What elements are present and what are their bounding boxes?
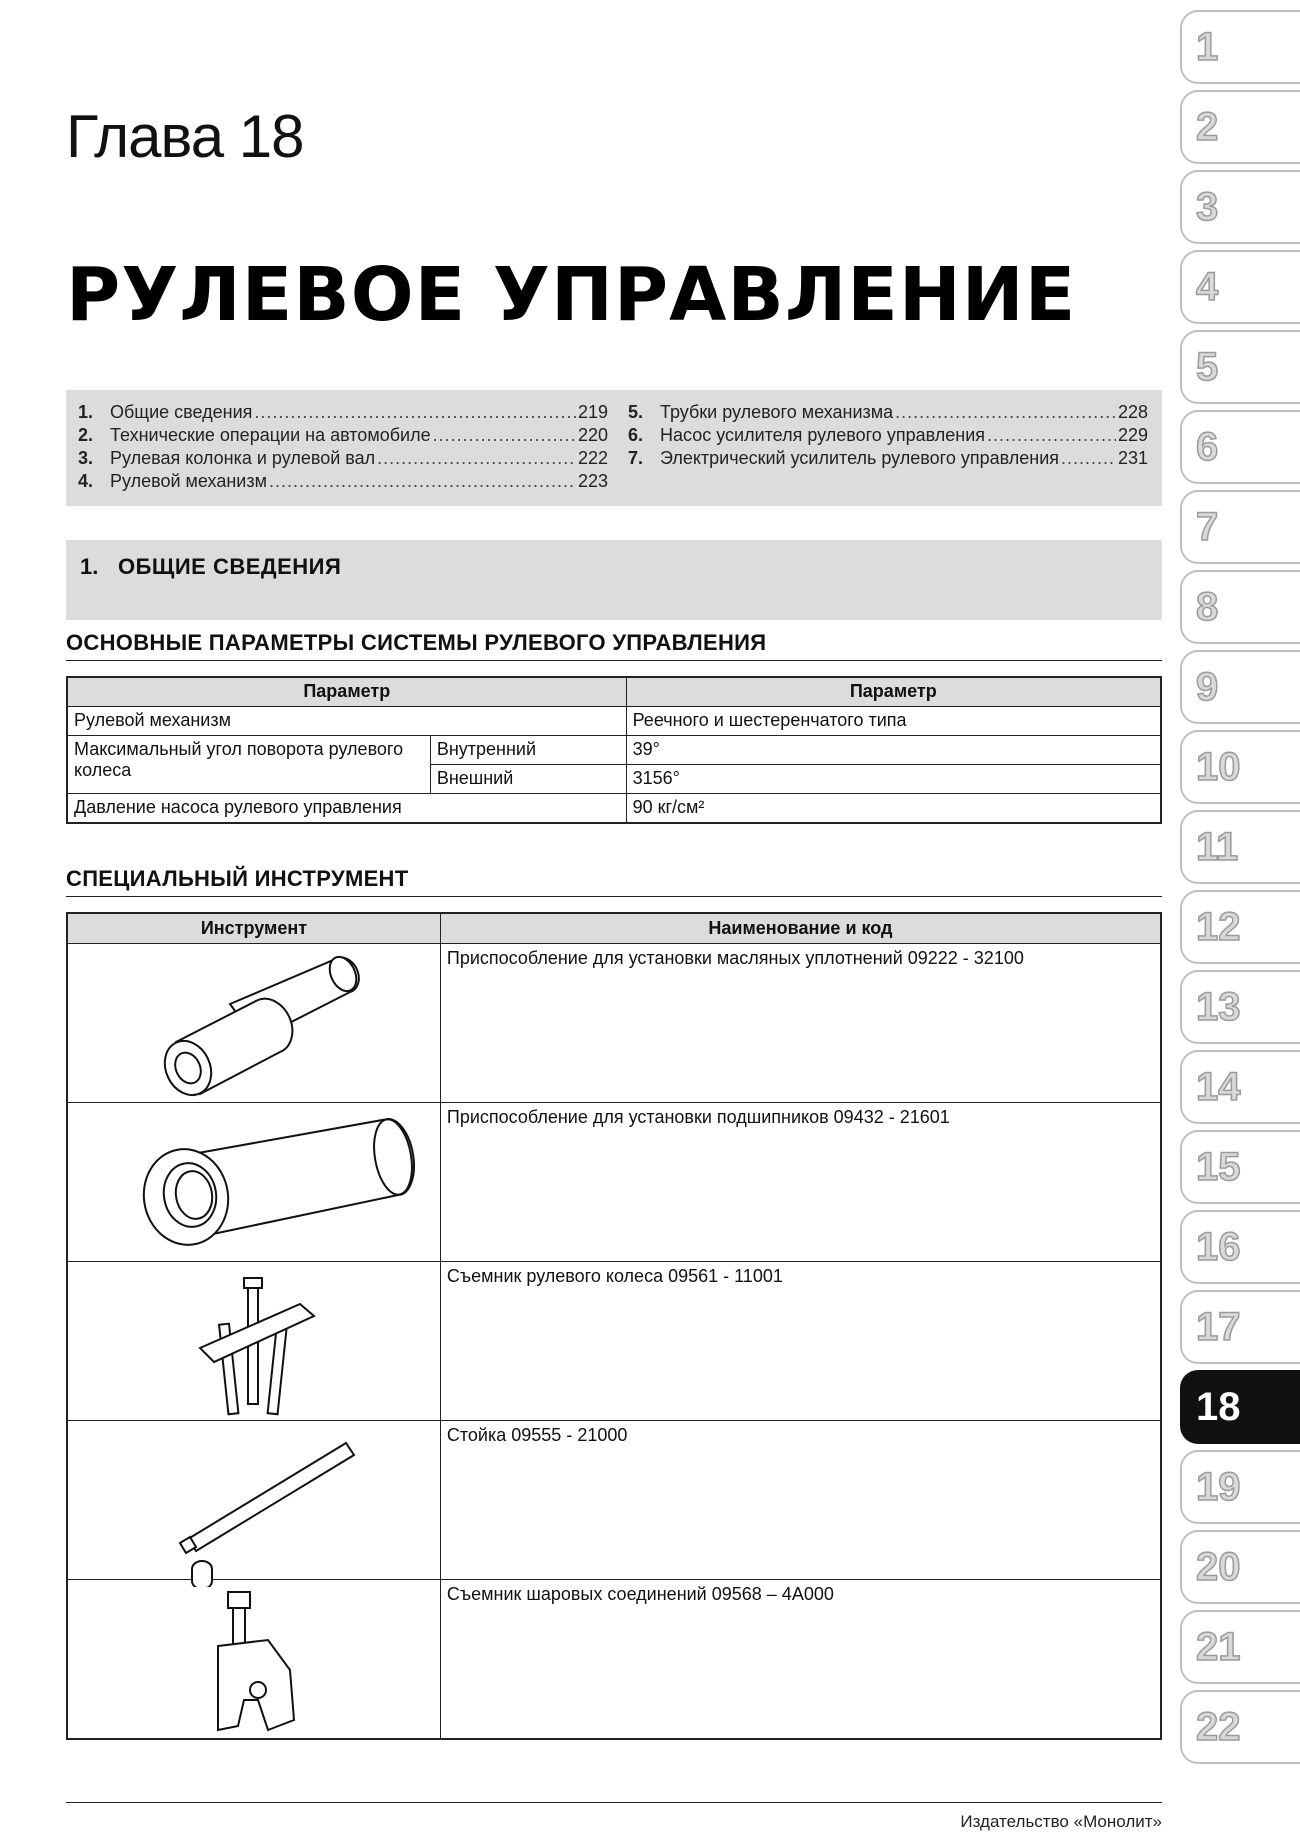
param-value: Реечного и шестеренчатого типа [626,707,1161,736]
tools-heading: СПЕЦИАЛЬНЫЙ ИНСТРУМЕНТ [66,866,1162,897]
chapter-tab-9[interactable]: 9 [1180,650,1300,724]
toc-item-number: 5. [628,402,644,422]
toc-leader-dots [1061,448,1116,469]
chapter-tab-5[interactable]: 5 [1180,330,1300,404]
chapter-tab-7[interactable]: 7 [1180,490,1300,564]
toc-item-page: 229 [1117,425,1148,445]
toc-item-number: 2. [78,425,94,445]
toc-item[interactable] [628,425,1148,448]
toc-item-number: 1. [78,402,94,422]
chapter-tab-13[interactable]: 13 [1180,970,1300,1044]
stand-rod-icon [68,1421,442,1587]
tool-name: Съемник шаровых соединений 09568 – 4А000 [440,1580,1161,1740]
table-row [67,707,1161,736]
toc-item-page: 219 [577,402,608,422]
toc-column-left [78,402,608,494]
chapter-tab-6[interactable]: 6 [1180,410,1300,484]
param-sublabel: Внешний [430,765,626,794]
table-header-row [67,677,1161,707]
tool-name: Приспособление для установки масляных уплотнений 09222 - 32100 [440,944,1161,1103]
param-value: 3156° [626,765,1161,794]
toc-item-label: Трубки рулевого механизма [660,402,894,422]
param-sublabel: Внутренний [430,736,626,765]
toc-item-page: 228 [1117,402,1148,422]
toc-item-page: 231 [1117,448,1148,468]
tool-image-cell [67,1580,440,1740]
toc-item-label: Электрический усилитель рулевого управления [660,448,1060,468]
table-row [67,1262,1161,1421]
chapter-tab-11[interactable]: 11 [1180,810,1300,884]
footer-divider [66,1802,1162,1803]
tool-name: Съемник рулевого колеса 09561 - 11001 [440,1262,1161,1421]
toc-item[interactable] [78,471,608,494]
steering-wheel-puller-icon [68,1262,442,1428]
toc-column-right [628,402,1148,471]
ball-joint-puller-icon [68,1580,442,1746]
page-title: РУЛЕВОЕ УПРАВЛЕНИЕ [66,252,1077,338]
param-label: Давление насоса рулевого управления [67,794,626,824]
section-header [66,540,1162,620]
chapter-tab-10[interactable]: 10 [1180,730,1300,804]
toc-item[interactable] [78,402,608,425]
column-header: Наименование и код [440,913,1161,944]
tool-image-cell [67,1421,440,1580]
column-header: Параметр [626,677,1161,707]
param-value: 90 кг/см² [626,794,1161,824]
toc-item[interactable] [628,448,1148,471]
publisher-credit: Издательство «Монолит» [960,1812,1162,1831]
table-row [67,944,1161,1103]
table-row [67,794,1161,824]
toc-item-page: 220 [577,425,608,445]
section-title: ОБЩИЕ СВЕДЕНИЯ [118,554,342,579]
toc-item-label: Технические операции на автомобиле [110,425,431,445]
tool-image-cell [67,1103,440,1262]
toc-item-label: Насос усилителя рулевого управления [660,425,985,445]
toc-leader-dots [377,448,576,469]
chapter-tab-15[interactable]: 15 [1180,1130,1300,1204]
toc-leader-dots [895,402,1116,423]
column-header: Инструмент [67,913,440,944]
chapter-tab-21[interactable]: 21 [1180,1610,1300,1684]
table-row [67,1580,1161,1740]
toc-item-page: 222 [577,448,608,468]
chapter-tab-8[interactable]: 8 [1180,570,1300,644]
chapter-tab-19[interactable]: 19 [1180,1450,1300,1524]
chapter-tab-12[interactable]: 12 [1180,890,1300,964]
toc-item[interactable] [78,425,608,448]
toc-item[interactable] [78,448,608,471]
toc-leader-dots [987,425,1116,446]
chapter-tab-20[interactable]: 20 [1180,1530,1300,1604]
section-number: 1. [80,554,99,579]
toc-item-label: Рулевой механизм [110,471,267,491]
table-row [67,736,1161,765]
oil-seal-installer-icon [68,944,442,1110]
toc-item-number: 3. [78,448,94,468]
chapter-tab-2[interactable]: 2 [1180,90,1300,164]
toc-leader-dots [254,402,576,423]
toc-item-number: 4. [78,471,94,491]
chapter-tab-16[interactable]: 16 [1180,1210,1300,1284]
table-row [67,1421,1161,1580]
chapter-label: Глава 18 [66,103,304,170]
toc-item-number: 6. [628,425,644,445]
tool-image-cell [67,944,440,1103]
chapter-tab-3[interactable]: 3 [1180,170,1300,244]
toc-item[interactable] [628,402,1148,425]
toc-item-page: 223 [577,471,608,491]
bearing-installer-icon [68,1103,442,1269]
toc-item-label: Рулевая колонка и рулевой вал [110,448,376,468]
table-of-contents [66,390,1162,506]
chapter-tab-18-active[interactable]: 18 [1180,1370,1300,1444]
chapter-tab-4[interactable]: 4 [1180,250,1300,324]
tool-image-cell [67,1262,440,1421]
tool-name: Стойка 09555 - 21000 [440,1421,1161,1580]
tools-table [66,912,1162,1740]
chapter-tab-22[interactable]: 22 [1180,1690,1300,1764]
params-table [66,676,1162,824]
toc-item-number: 7. [628,448,644,468]
tool-name: Приспособление для установки подшипников 09432 - 21601 [440,1103,1161,1262]
chapter-tab-14[interactable]: 14 [1180,1050,1300,1124]
params-heading: ОСНОВНЫЕ ПАРАМЕТРЫ СИСТЕМЫ РУЛЕВОГО УПРАВЛЕНИЯ [66,630,1162,661]
toc-leader-dots [269,471,576,492]
toc-item-label: Общие сведения [110,402,253,422]
param-label: Рулевой механизм [67,707,626,736]
table-header-row [67,913,1161,944]
chapter-tab-1[interactable]: 1 [1180,10,1300,84]
column-header: Параметр [67,677,626,707]
table-row [67,1103,1161,1262]
chapter-tab-17[interactable]: 17 [1180,1290,1300,1364]
toc-leader-dots [433,425,576,446]
param-label: Максимальный угол поворота рулевого колеса [67,736,430,794]
param-value: 39° [626,736,1161,765]
